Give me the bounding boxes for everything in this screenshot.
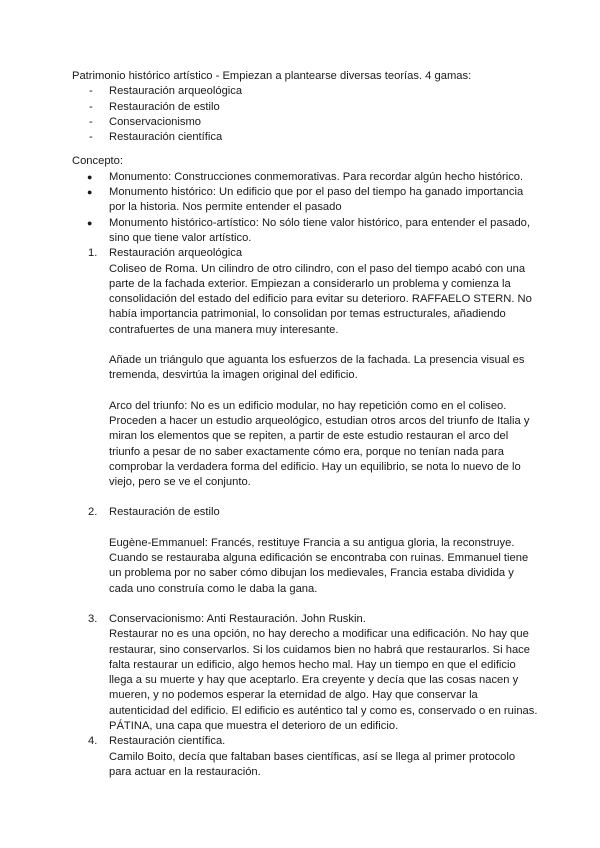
gama-item: - Restauración de estilo	[72, 100, 540, 115]
section-paragraph: Restaurar no es una opción, no hay derecho a modificar una edificación. No hay que restaurar, sino conservarlos. Si los cuidamos bien no habrá que restaurarlos. Si hace falta restaurar un edificio, algo hemos hecho mal. Hay un tiempo en que el edificio llega a su muerte y hay que aceptarlo. Era creyente y decía que las cosas nacen y mueren, y no podemos esperar la eternidad de algo. Hay que conservar la autenticidad del edificio. El edificio es auténtico tal y como es, conservado o en ruinas. PÁTINA, una capa que muestra el deterioro de un edificio.	[109, 628, 538, 732]
gamas-list	[72, 84, 540, 145]
section-cientifica	[72, 734, 540, 780]
gama-item: - Restauración científica	[72, 130, 540, 145]
section-paragraph: Eugène-Emmanuel: Francés, restituye Francia a su antigua gloria, la reconstruye. Cuando se restauraba alguna edificación se encontraba con ruinas. Emmanuel tiene un problema por no saber cómo dibujan los medievales, Francia estaba dividida y cada uno construía como le daba la gana.	[109, 536, 529, 595]
section-title: Restauración de estilo	[109, 506, 220, 519]
section-paragraph: Camilo Boito, decía que faltaban bases científicas, así se llega al primer protocolo para actuar en la restauración.	[109, 750, 516, 778]
concepto-item: ● Monumento histórico: Un edificio que por el paso del tiempo ha ganado importancia por la historia. Nos permite entender el pasado	[72, 185, 540, 216]
section-conservacionismo	[72, 612, 540, 734]
section-number: 3.	[88, 612, 98, 625]
section-arqueologica	[72, 246, 540, 490]
section-number: 4.	[88, 735, 98, 748]
gama-item: - Restauración arqueológica	[72, 84, 540, 99]
section-number: 2.	[88, 506, 98, 519]
section-paragraph: Arco del triunfo: No es un edificio modular, no hay repetición como en el coliseo. Proceden a hacer un estudio arqueológico, estudian otros arcos del triunfo de Italia y miran los elementos que se repiten, a partir de este estudio restauran el arco del triunfo a pesar de no saber exactamente cómo era, porque no tenían nada para comprobar la verdadera forma del edificio. Hay un equilibrio, se nota lo nuevo de lo viejo, pero se ve el conjunto.	[109, 399, 530, 489]
concepto-list	[72, 170, 540, 246]
sections-list	[72, 246, 540, 780]
section-paragraph: Coliseo de Roma. Un cilindro de otro cilindro, con el paso del tiempo acabó con una parte de la fachada exterior. Empiezan a considerarlo un problema y comienza la consolidación del estado del edificio para evitar su deterioro. RAFFAELO STERN. No había importancia patrimonial, lo consolidan por temas estructurales, añadiendo contrafuertes de una manera muy interesante.	[109, 262, 532, 336]
concepto-item: ● Monumento histórico-artístico: No sólo tiene valor histórico, para entender el pasado, sino que tiene valor artístico.	[72, 216, 540, 247]
section-title: Restauración científica.	[109, 735, 226, 748]
section-number: 1.	[88, 247, 98, 260]
section-title: Restauración arqueológica	[109, 247, 243, 260]
section-title: Conservacionismo: Anti Restauración. John Ruskin.	[109, 612, 366, 625]
section-paragraph: Añade un triángulo que aguanta los esfuerzos de la fachada. La presencia visual es tremenda, desvirtúa la imagen original del edificio.	[109, 354, 525, 382]
section-estilo	[72, 505, 540, 596]
concepto-title: Concepto:	[72, 155, 123, 168]
concepto-item: ● Monumento: Construcciones conmemorativas. Para recordar algún hecho histórico.	[72, 170, 540, 185]
intro-line: Patrimonio histórico artístico - Empiezan a plantearse diversas teorías. 4 gamas:	[72, 70, 472, 82]
gama-item: - Conservacionismo	[72, 115, 540, 130]
